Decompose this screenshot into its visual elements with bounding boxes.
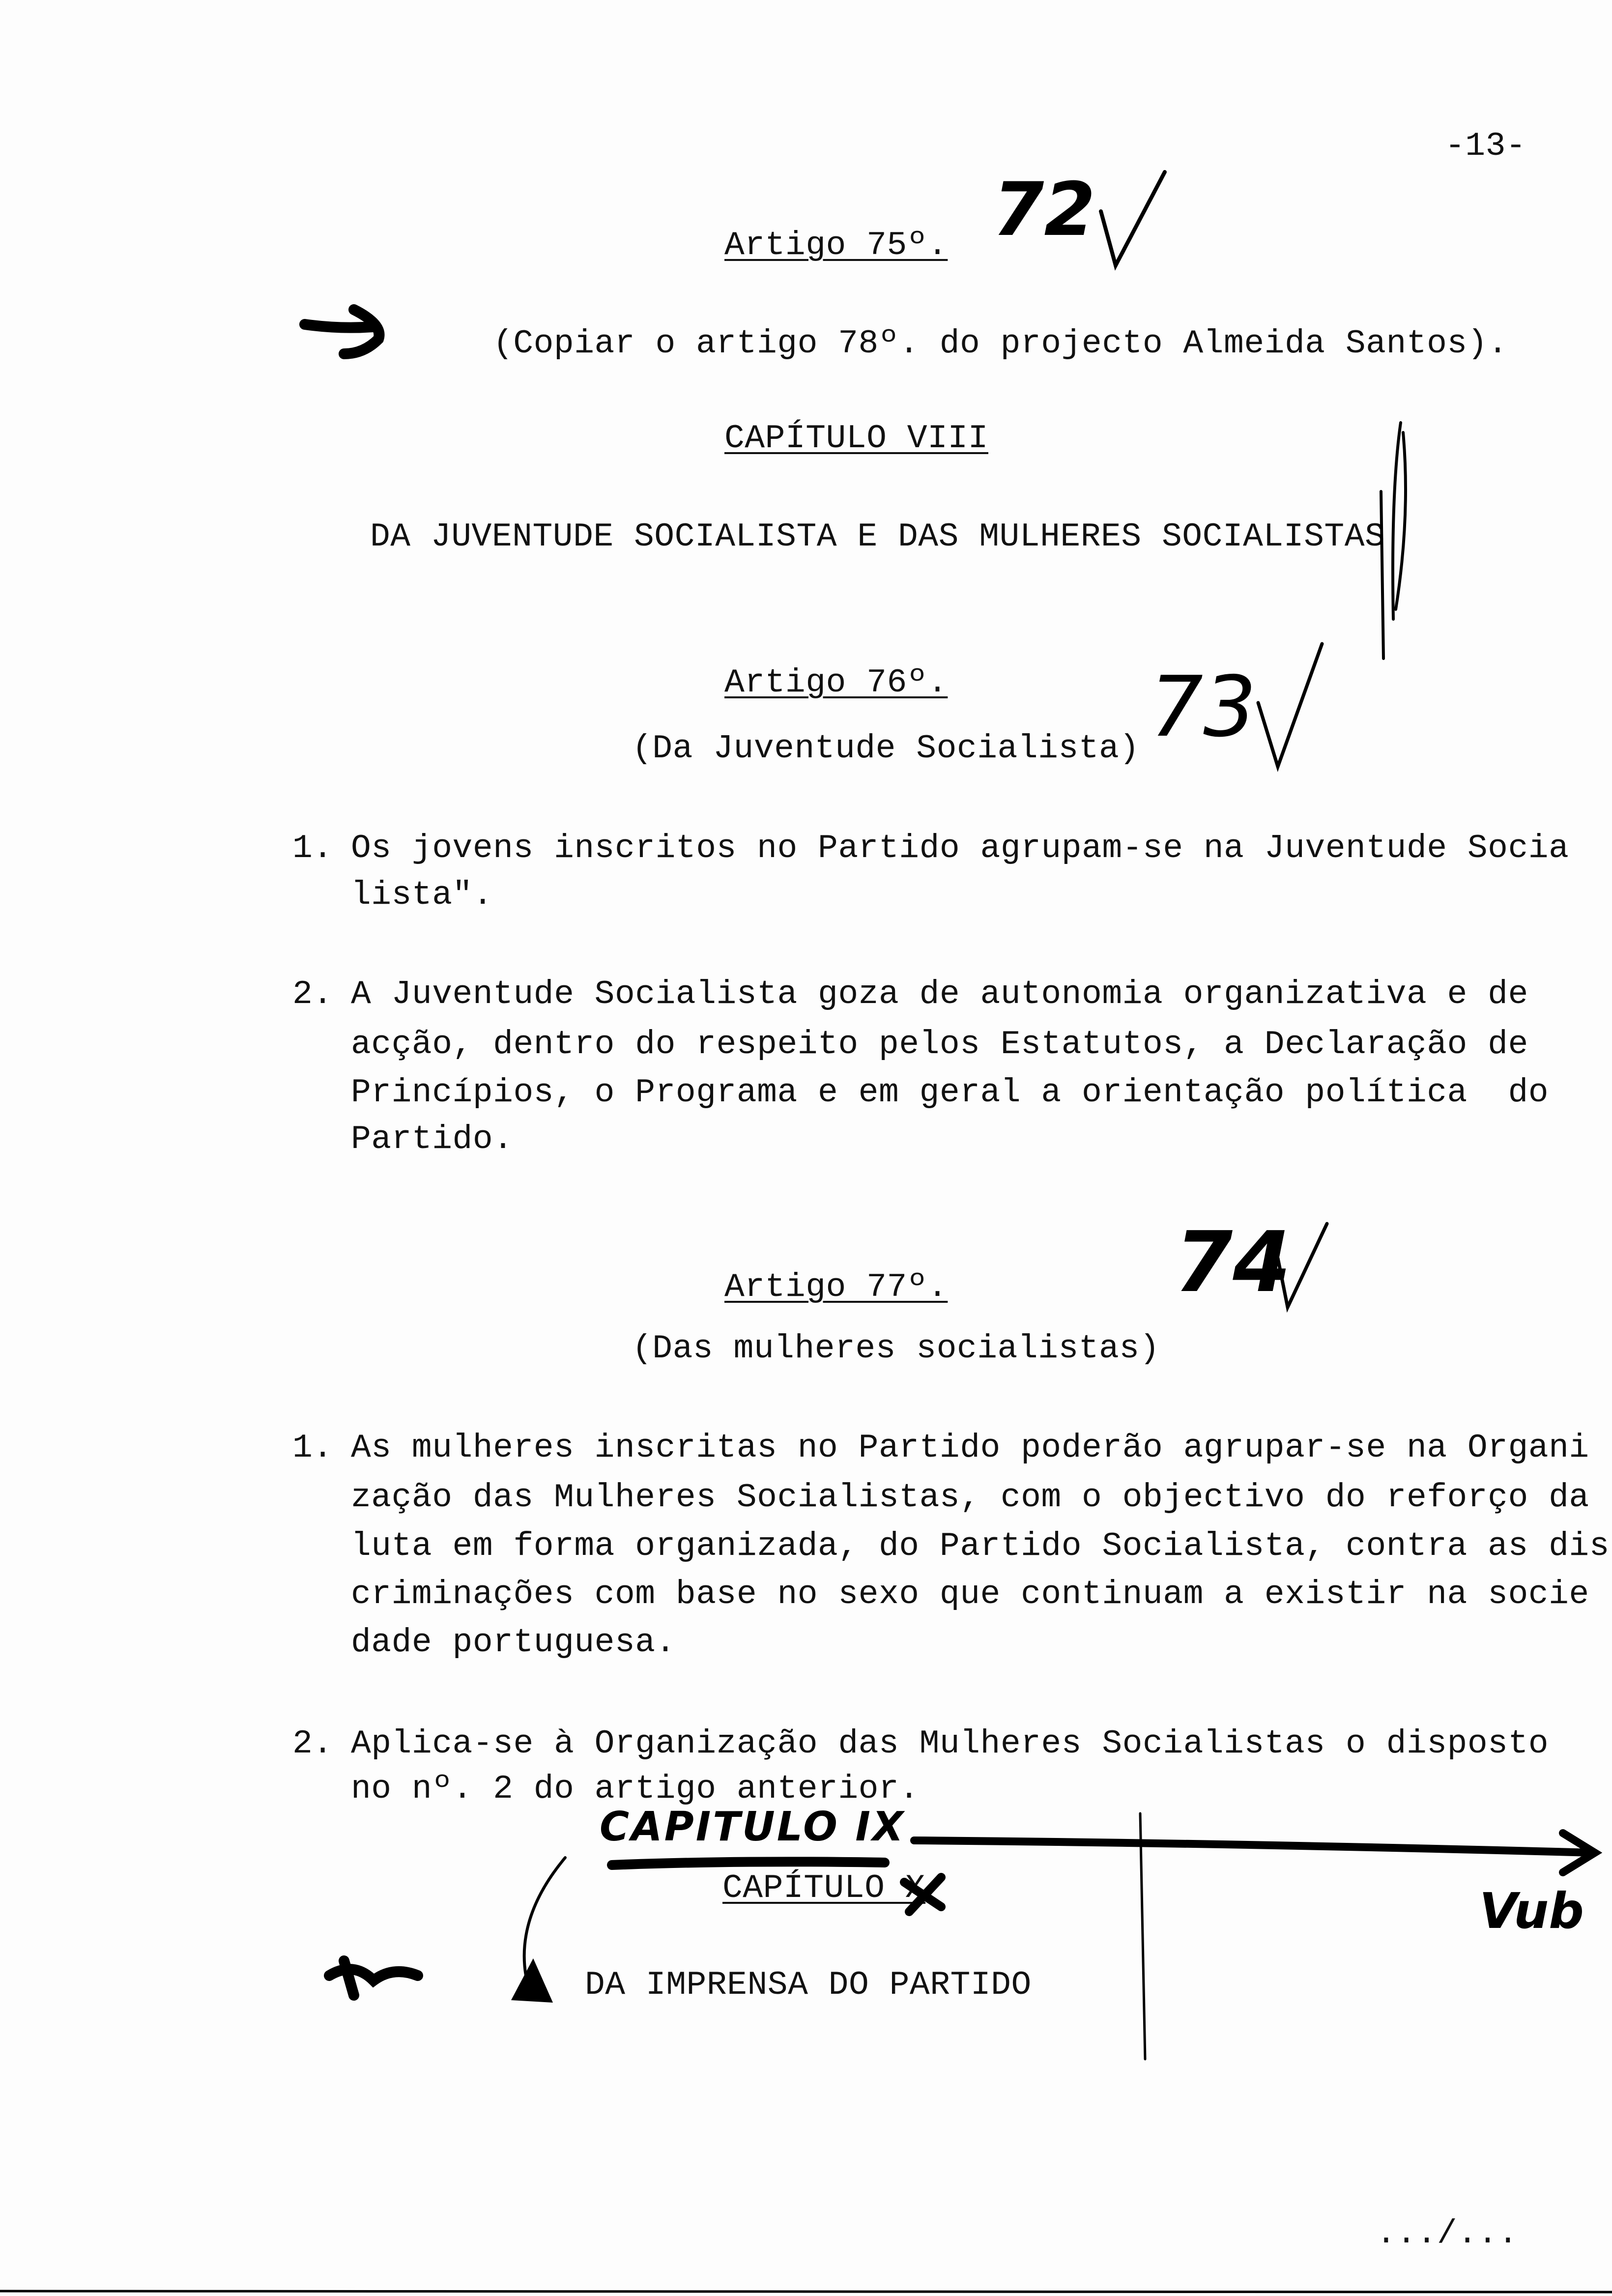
chapter-9-subtitle: DA IMPRENSA DO PARTIDO (585, 1966, 1032, 2004)
handwritten-annotation-72: 72 (993, 167, 1095, 253)
item-number: 2. (292, 1725, 333, 1763)
page-number: -13- (1445, 127, 1526, 165)
margin-vertical-line (1381, 423, 1406, 659)
article-76-subtitle: (Da Juventude Socialista) (632, 730, 1140, 768)
article-75-title: Artigo 75º. (724, 227, 948, 264)
item-line: lista". (351, 876, 493, 914)
bottom-edge-line (0, 2291, 1612, 2292)
item-line: A Juventude Socialista goza de autonomia organizativa e de (351, 976, 1528, 1013)
long-arrow (914, 1833, 1595, 1872)
item-line: Partido. (351, 1120, 514, 1158)
item-line: zação das Mulheres Socialistas, com o objectivo do reforço da (351, 1479, 1589, 1517)
item-number: 1. (292, 1429, 333, 1467)
continuation-mark: .../... (1376, 2215, 1519, 2253)
item-number: 1. (292, 830, 333, 867)
item-line: acção, dentro do respeito pelos Estatutos, a Declaração de (351, 1026, 1528, 1063)
item-line: criminações com base no sexo que continuam a existir na socie (351, 1576, 1589, 1613)
item-line: As mulheres inscritas no Partido poderão agrupar-se na Organi (351, 1429, 1589, 1467)
arrow-icon (305, 310, 379, 354)
arrowhead-icon (511, 1958, 553, 2003)
checkmark-icon (1258, 644, 1322, 767)
item-line: no nº. 2 do artigo anterior. (351, 1770, 920, 1808)
bracket-mark (524, 1858, 565, 1976)
checkmark-icon (1278, 1224, 1327, 1307)
item-line: Aplica-se à Organização das Mulheres Socialistas o disposto (351, 1725, 1549, 1763)
item-line: luta em forma organizada, do Partido Socialista, contra as dis (351, 1527, 1610, 1565)
handwritten-margin-note: Vub (1479, 1882, 1584, 1940)
item-line: dade portuguesa. (351, 1624, 676, 1662)
article-77-title: Artigo 77º. (724, 1268, 948, 1306)
article-77-subtitle: (Das mulheres socialistas) (632, 1330, 1160, 1368)
chapter-8-title: CAPÍTULO VIII (724, 420, 988, 458)
underline-mark (612, 1862, 885, 1865)
article-76-title: Artigo 76º. (724, 664, 948, 702)
handwritten-chapter-9-title: CAPITULO IX (600, 1804, 906, 1850)
checkmark-icon (1101, 172, 1165, 265)
chapter-8-subtitle: DA JUVENTUDE SOCIALISTA E DAS MULHERES SOCIALISTAS (370, 518, 1385, 556)
item-number: 2. (292, 976, 333, 1013)
handwritten-annotation-74: 74 (1175, 1214, 1291, 1311)
chapter-9-typed-title: CAPÍTULO X (722, 1869, 926, 1907)
article-75-text: (Copiar o artigo 78º. do projecto Almeida Santos). (493, 325, 1508, 363)
crossout-mark (904, 1877, 941, 1912)
vertical-divider-line (1140, 1813, 1145, 2059)
handwritten-annotation-73: 73 (1150, 659, 1257, 756)
item-line: Os jovens inscritos no Partido agrupam-se na Juventude Socia (351, 830, 1569, 867)
item-line: Princípios, o Programa e em geral a orientação política do (351, 1074, 1549, 1112)
scribble-mark (329, 1961, 418, 1995)
